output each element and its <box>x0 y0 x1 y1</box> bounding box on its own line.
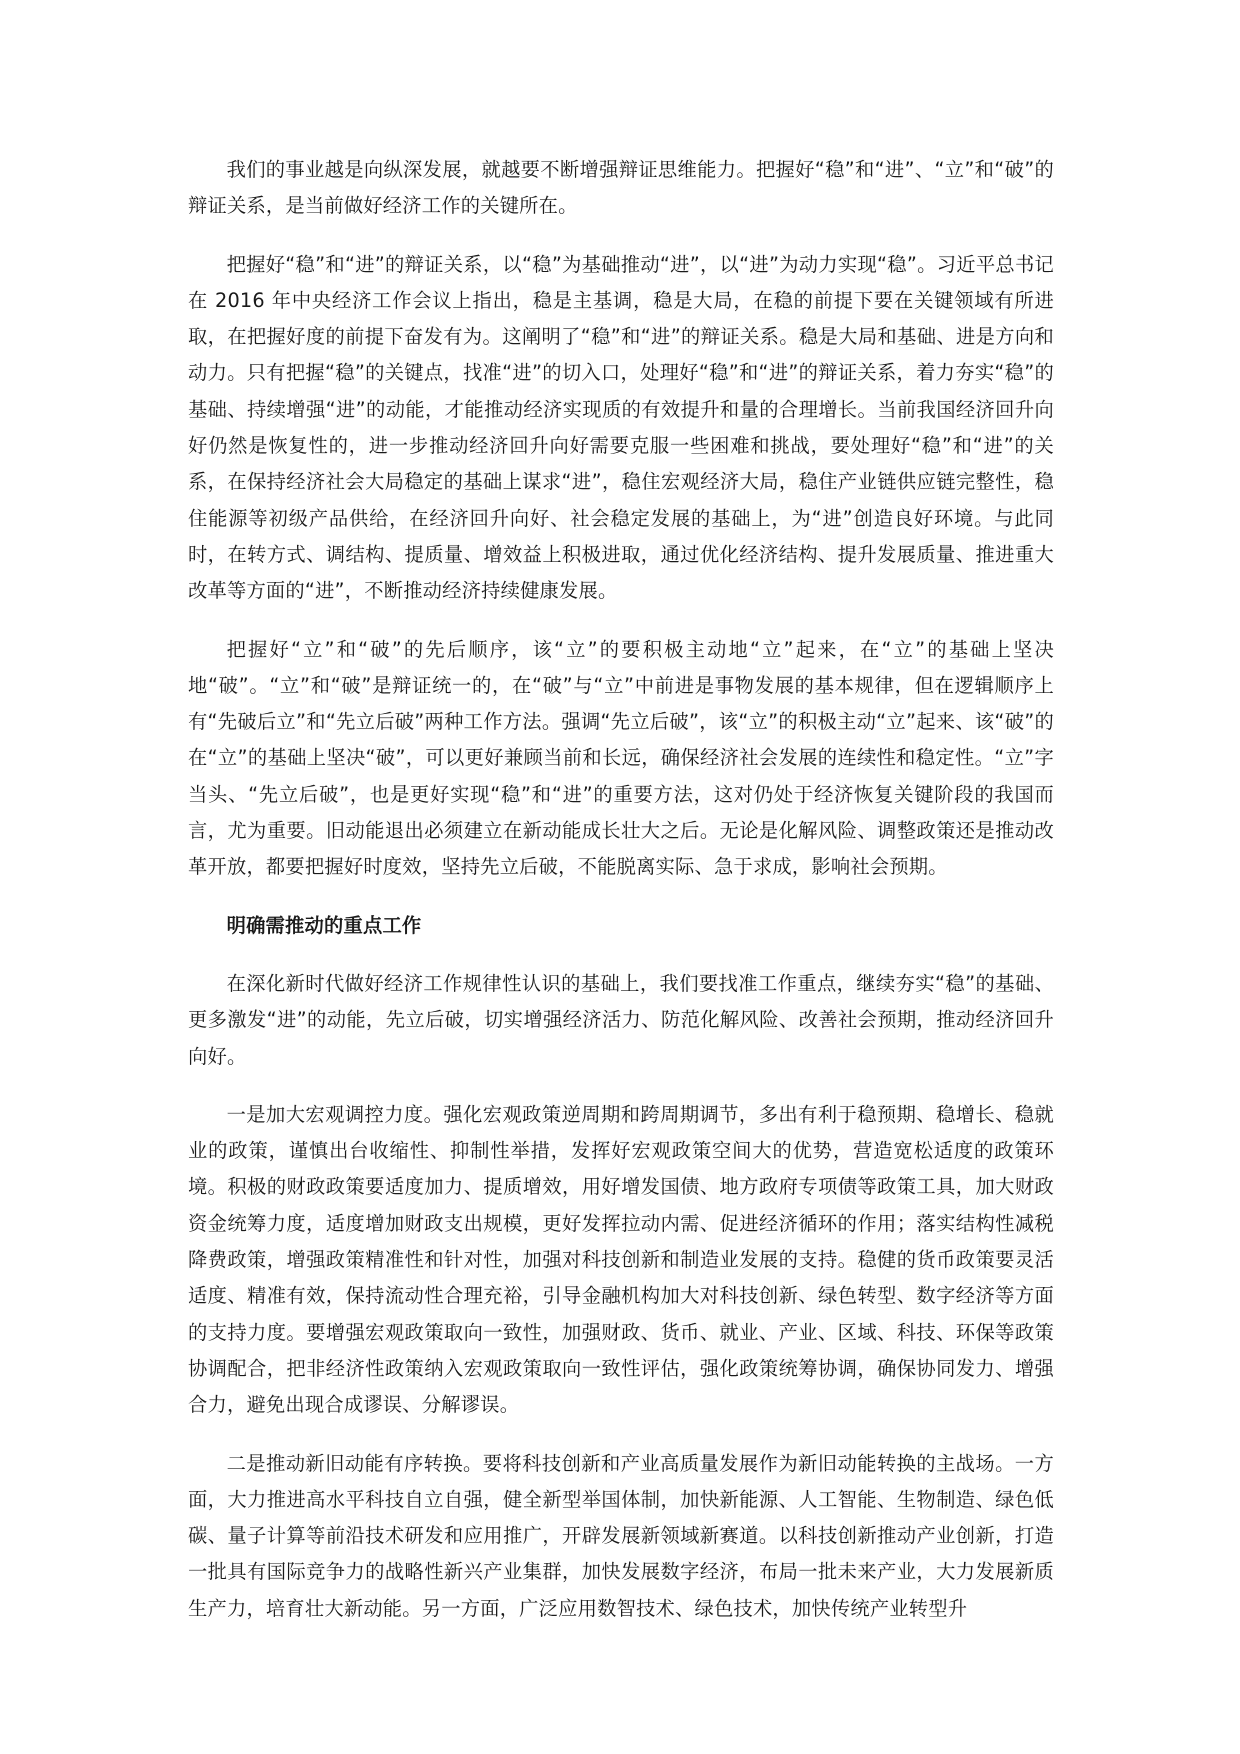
paragraph: 二是推动新旧动能有序转换。要将科技创新和产业高质量发展作为新旧动能转换的主战场。一方面，大力推进高水平科技自立自强，健全新型举国体制，加快新能源、人工智能、生物制造、绿色低碳、量子计算等前沿技术研发和应用推广，开辟发展新领域新赛道。以科技创新推动产业创新，打造一批具有国际竞争力的战略性新兴产业集群，加快发展数字经济，布局一批未来产业，大力发展新质生产力，培育壮大新动能。另一方面，广泛应用数智技术、绿色技术，加快传统产业转型升 <box>188 1451 1054 1620</box>
paragraph: 我们的事业越是向纵深发展，就越要不断增强辩证思维能力。把握好“稳”和“进”、“立”和“破”的辩证关系，是当前做好经济工作的关键所在。 <box>188 158 1054 218</box>
section-heading: 明确需推动的重点工作 <box>226 913 422 937</box>
document-page <box>188 152 1054 1649</box>
paragraph: 把握好“立”和“破”的先后顺序，该“立”的要积极主动地“立”起来，在“立”的基础上坚决地“破”。“立”和“破”是辩证统一的，在“破”与“立”中前进是事物发展的基本规律，但在逻辑顺序上有“先破后立”和“先立后破”两种工作方法。强调“先立后破”，该“立”的积极主动“立”起来、该“破”的在“立”的基础上坚决“破”，可以更好兼顾当前和长远，确保经济社会发展的连续性和稳定性。“立”字当头、“先立后破”，也是更好实现“稳”和“进”的重要方法，这对仍处于经济恢复关键阶段的我国而言，尤为重要。旧动能退出必须建立在新动能成长壮大之后。无论是化解风险、调整政策还是推动改革开放，都要把握好时度效，坚持先立后破，不能脱离实际、急于求成，影响社会预期。 <box>188 637 1054 879</box>
paragraph: 一是加大宏观调控力度。强化宏观政策逆周期和跨周期调节，多出有利于稳预期、稳增长、稳就业的政策，谨慎出台收缩性、抑制性举措，发挥好宏观政策空间大的优势，营造宽松适度的政策环境。积极的财政政策要适度加力、提质增效，用好增发国债、地方政府专项债等政策工具，加大财政资金统筹力度，适度增加财政支出规模，更好发挥拉动内需、促进经济循环的作用；落实结构性减税降费政策，增强政策精准性和针对性，加强对科技创新和制造业发展的支持。稳健的货币政策要灵活适度、精准有效，保持流动性合理充裕，引导金融机构加大对科技创新、绿色转型、数字经济等方面的支持力度。要增强宏观政策取向一致性，加强财政、货币、就业、产业、区域、科技、环保等政策协调配合，把非经济性政策纳入宏观政策取向一致性评估，强化政策统筹协调，确保协同发力、增强合力，避免出现合成谬误、分解谬误。 <box>188 1102 1054 1417</box>
paragraph: 在深化新时代做好经济工作规律性认识的基础上，我们要找准工作重点，继续夯实“稳”的基础、更多激发“进”的动能，先立后破，切实增强经济活力、防范化解风险、改善社会预期，推动经济回升向好。 <box>188 971 1054 1068</box>
paragraph: 把握好“稳”和“进”的辩证关系，以“稳”为基础推动“进”，以“进”为动力实现“稳”。习近平总书记在 2016 年中央经济工作会议上指出，稳是主基调，稳是大局，在稳的前提下要在关键领域有所进取，在把握好度的前提下奋发有为。这阐明了“稳”和“进”的辩证关系。稳是大局和基础、进是方向和动力。只有把握“稳”的关键点，找准“进”的切入口，处理好“稳”和“进”的辩证关系，着力夯实“稳”的基础、持续增强“进”的动能，才能推动经济实现质的有效提升和量的合理增长。当前我国经济回升向好仍然是恢复性的，进一步推动经济回升向好需要克服一些困难和挑战，要处理好“稳”和“进”的关系，在保持经济社会大局稳定的基础上谋求“进”，稳住宏观经济大局，稳住产业链供应链完整性，稳住能源等初级产品供给，在经济回升向好、社会稳定发展的基础上，为“进”创造良好环境。与此同时，在转方式、调结构、提质量、增效益上积极进取，通过优化经济结构、提升发展质量、推进重大改革等方面的“进”，不断推动经济持续健康发展。 <box>188 252 1054 603</box>
